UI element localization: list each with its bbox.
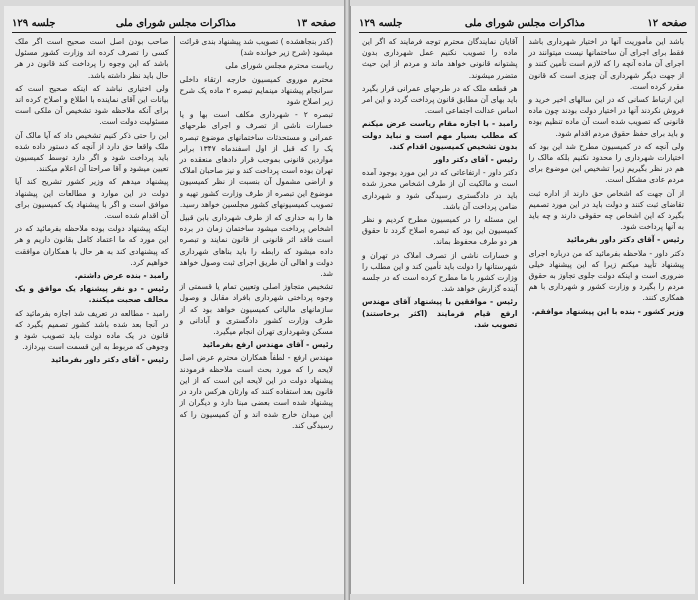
body-paragraph: ولی اختیاری نباشد که اینکه صحیح است که بیانات این آقای نماینده با اطلاع و اصلاح کرده اند برای آنکه ملاحظه شود تشخیص آن ملکی است مسئولیت دولت است. [15, 83, 169, 127]
speaker-paragraph: رامبد - با اجازه مقام ریاست عرض میکنم که مطلب بسیار مهم است و نباید دولت بدون تشخیص کمیسیون اقدام کند. [362, 119, 518, 151]
right-journal-title: مذاکرات مجلس شورای ملی [464, 17, 585, 29]
body-paragraph: مهندس ارفع - لطفاً همکاران محترم عرض اصل لایحه را که مورد بحث است ملاحظه فرمودند پیشنهاد دولت در این لایحه این است که از این قانون بعد استفاده کنند که وارثان هرکس دارد در پیشنهاد شده است بعضی مبنا دارد و دیگران از این میدان خارج شده اند و آن کمیسیون را که رسیدگی کند. [179, 353, 333, 430]
speaker-paragraph: رئیس - آقای مهندس ارفع بفرمائید [202, 340, 333, 350]
left-session-number: جلسه ۱۲۹ [12, 17, 56, 29]
body-paragraph: ولی آنچه که در کمیسیون مطرح شد این بود که اختیارات شهرداری را محدود نکنیم بلکه مالک را هم در نظر بگیریم زیرا تشخیص این موضوع برای مردم عادی مشکل است. [528, 141, 684, 185]
body-paragraph: از آن جهت که اشخاص حق دارند از اداره ثبت تقاضای ثبت کنند و دولت باید در این مورد تصمیم بگیرد که این اشخاص چه حقوقی دارند و چه باید به آنها پرداخت شود. [528, 188, 684, 232]
left-column-left [10, 36, 175, 584]
body-paragraph: هر قطعه ملک که در طرحهای عمرانی قرار بگیرد باید بهای آن مطابق قانون پرداخت گردد و این امر اساس عدالت اجتماعی است. [362, 83, 518, 116]
speaker-paragraph: رئیس - دو نفر پیشنهاد یک موافق و یک مخالف صحبت میکنند. [15, 284, 169, 305]
body-paragraph: صاحب بودن اصل است صحیح است اگر ملک کسی را تصرف کرده اند وزارت کشور مسئول باشد که این وجوه را پرداخت کند قانون در هر حال باید نظر داشته باشد. [15, 37, 169, 80]
body-paragraph: و خسارات ناشی از تصرف املاک در تهران و شهرستانها را دولت باید تأمین کند و این مطلب را وزارت کشور با ما مطرح کرده است که در جلسه آینده گزارش خواهد شد. [362, 250, 518, 294]
speaker-paragraph: وزیر کشور - بنده با این پیشنهاد موافقم. [531, 306, 684, 316]
body-paragraph: اینکه پیشنهاد دولت بوده ملاحظه بفرمائید که در این مورد که ما اعتماد کامل بقانون داریم و هر که پیشنهادی کند به هر حال با همکاران موافقت خواهیم کرد. [15, 224, 169, 267]
left-page [4, 6, 345, 594]
body-paragraph: ها را به حداری که از طرف شهرداری بابن قبیل اشخاص پرداخت میشود ساختمان زمان در برده است فاقد اثر قانونی از قانون نمایند و تبصره داده میشود که رابطه را باید بناهای شهرداری دولت و اهالی آن طریق اجرای ثبت وصول خواهد شد. [179, 213, 333, 279]
speaker-paragraph: رامبد - بنده عرض داشتم. [74, 271, 169, 281]
speaker-paragraph: رئیس - آقای دکتر داور بفرمائید [51, 355, 169, 365]
left-page-columns [10, 36, 338, 584]
speaker-paragraph: رئیس - موافقین با پیشنهاد آقای مهندس ارفع قیام فرمایند (اکثر برخاستند) تصویب شد. [362, 297, 518, 329]
body-paragraph: پیشنهاد میدهم که وزیر کشور تشریح کند آیا دولت در این موارد و مطالعات این پیشنهاد موافق است و اگر با پیشنهاد یک کمیسیون برای آن اقدام شده است. [15, 177, 169, 221]
body-paragraph: رامبد - مطالعه در تعریف شد اجازه بفرمائید که در آنجا بعد شده باشد کشور تصمیم بگیرد که قانون در یک ماده دولت باید تصویب شود و وجوهی که مربوط به این قسمت است بپردازد. [15, 308, 169, 352]
body-paragraph: ریاست محترم مجلس شورای ملی [225, 61, 333, 71]
body-paragraph: تشخیص متجاوز اصلی وتعیین تمام یا قسمتی از وجوه پرداختی شهرداری بافراد مقابل و وصول سازمانهای مالیاتی کمیسیون خواهد بود که از طرف وزارت کشور دادگستری و آبادانی و مسکن وشهرداری تهران انجام میگیرد. [179, 282, 333, 337]
right-column-left [357, 36, 524, 584]
right-page-header [359, 14, 687, 33]
left-page-header [12, 14, 336, 33]
body-paragraph: این مسئله را در کمیسیون مطرح کردیم و نظر کمیسیون این بود که تبصره اصلاح گردد تا حقوق هر دو طرف محفوظ بماند. [362, 215, 518, 247]
body-paragraph: دکتر داور - ملاحظه بفرمائید که من درباره اجرای پیشنهاد تأیید میکنم زیرا که این پیشنهاد خیلی ضروری است و اینکه دولت جلوی تجاوز به حقوق مردم را بگیرد و وزارت کشور و شهرداری با هم همکاری کنند. [528, 248, 684, 303]
speaker-paragraph: رئیس - آقای دکتر داور [433, 155, 518, 165]
body-paragraph: این را حتی ذکر کنیم تشخیص داد که آیا مالک آن ملک واقعا حق دارد از آنچه که دستور داده شده باید پرداخت شود و اگر دارد توسط کمیسیون تعیین میشود و آقا صراحتا آن اعلام میکنند. [15, 130, 169, 174]
body-paragraph: محترم موروی کمیسیون خارجه ارتقاء داخلی سرانجام پیشنهاد مینمایم تبصره ۲ ماده یک شرح زیر اصلاح شود [179, 74, 333, 107]
right-page-columns [357, 36, 689, 584]
body-paragraph: آقایان نمایندگان محترم توجه فرمایند که اگر این ماده را تصویب نکنیم عمل شهرداری بدون پشتوانه قانونی خواهد ماند و مردم از این حیث متضرر میشوند. [362, 37, 518, 80]
body-paragraph: تبصره ۲ - شهرداری مکلف است بها و یا خسارات ناشی از تصرف و اجرای طرحهای عمرانی و مستحدثات ساختمانهای موضوع تبصره یک را که قبل از اول اسفندماه ۱۳۴۷ برابر مواردین قانونی بموجب قرار دادهای منعقده در تهران بوده است پرداخت کند و نیز صاحبان املاک و اراضی مشمول آن بنسبت از نظر کمیسیون موضوع این تبصره از طرف وزارت کشور تهیه و تصویب کمیسیونهای کشور مجلسین خواهد رسید. [179, 110, 333, 209]
left-journal-title: مذاکرات مجلس شورای ملی [115, 17, 236, 29]
body-paragraph: (کدر بنجاهشده ) تصویب شد پیشنهاد بندی قرائت میشود (شرح زیر خوانده شد) [179, 37, 333, 58]
right-session-number: جلسه ۱۲۹ [359, 17, 403, 29]
body-paragraph: دکتر داور - ارتفاعاتی که در این مورد بوجود آمده است و مالکیت آن از طرف اشخاص محرز شده باید در دادگستری رسیدگی شود و شهرداری ضامن پرداخت آن باشد. [362, 168, 518, 211]
right-page-number: صفحه ۱۲ [647, 17, 687, 29]
right-page [350, 6, 695, 594]
right-column-right [524, 36, 690, 584]
body-paragraph: این ارتباط کسانی که در این سالهای اخیر خرید و فروش نکردند آنها در اختیار دولت بودند چون ماده قانونی که تصویب شده است آن ماده تنظیم بوده و باید برای حفظ حقوق مردم اقدام شود. [528, 95, 684, 138]
speaker-paragraph: رئیس - آقای دکتر داور بفرمائید [566, 235, 684, 245]
body-paragraph: باشد این مأموریت آنها در اختیار شهرداری باشد فقط برای اجرای آن ساختمانها نیست میتوانند در اجرای آن ماده آنچه را که لازم است تأمین کنند و از جهت دیگر شهرداری آن چیزی است که قانون مقرر کرده است. [528, 37, 684, 91]
left-page-number: صفحه ۱۳ [296, 17, 336, 29]
left-column-right [175, 36, 339, 584]
